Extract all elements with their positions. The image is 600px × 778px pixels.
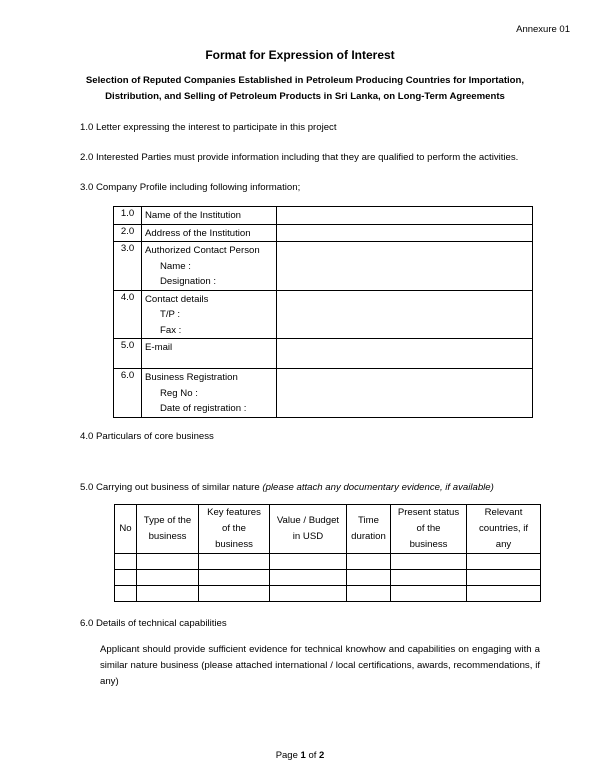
section-5-note: (please attach any documentary evidence, if available)	[262, 482, 494, 493]
row-label: Address of the Institution	[142, 224, 277, 242]
row-number: 6.0	[114, 369, 142, 418]
col-header-no: No	[115, 505, 137, 554]
current-page: 1	[300, 750, 306, 761]
company-profile-table	[113, 206, 533, 418]
similar-business-table	[114, 504, 541, 602]
section-1: 1.0 Letter expressing the interest to participate in this project	[80, 122, 337, 133]
table-row	[115, 554, 541, 570]
col-header-countries: Relevant countries, if any	[467, 505, 541, 554]
section-3: 3.0 Company Profile including following information;	[80, 182, 301, 193]
col-header-type: Type of the business	[137, 505, 199, 554]
row-number: 1.0	[114, 207, 142, 225]
sub-label-date: Date of registration :	[160, 403, 247, 414]
col-header-time: Time duration	[347, 505, 391, 554]
row-value-cell[interactable]	[277, 290, 533, 339]
subtitle-line-1: Selection of Reputed Companies Established in Petroleum Producing Countries for Importation,	[85, 75, 525, 86]
page-title: Format for Expression of Interest	[205, 48, 395, 62]
row-label: Authorized Contact Person Name : Designation :	[142, 242, 277, 291]
section-4: 4.0 Particulars of core business	[80, 431, 214, 442]
col-header-status: Present status of the business	[391, 505, 467, 554]
row-number: 2.0	[114, 224, 142, 242]
section-2: 2.0 Interested Parties must provide information including that they are qualified to perform the activities.	[80, 152, 519, 163]
row-label: Name of the Institution	[142, 207, 277, 225]
page-subtitle	[70, 73, 540, 105]
sub-label-name: Name :	[160, 260, 191, 272]
profile-row-registration	[114, 369, 533, 418]
row-value-cell[interactable]	[277, 207, 533, 225]
col-header-key-features: Key features of the business	[199, 505, 270, 554]
section-6: 6.0 Details of technical capabilities	[80, 618, 227, 629]
col-header-value: Value / Budget in USD	[270, 505, 347, 554]
profile-row-contact-person	[114, 242, 533, 291]
page-footer: Page 1 of 2	[275, 750, 325, 761]
row-number: 4.0	[114, 290, 142, 339]
annexure-label: Annexure 01	[516, 24, 570, 35]
row-number: 5.0	[114, 339, 142, 369]
table-header-row	[115, 505, 541, 554]
row-label: E-mail	[142, 339, 277, 369]
subtitle-line-2: Distribution, and Selling of Petroleum Products in Sri Lanka, on Long-Term Agreements	[105, 91, 505, 102]
section-5-label: 5.0 Carrying out business of similar nature	[80, 482, 260, 493]
technical-paragraph: Applicant should provide sufficient evidence for technical knowhow and capabilities on engaging with a similar nature business (please attached international / local certifications, awards, recommendations, if any)	[100, 644, 540, 687]
sub-label-tp: T/P :	[160, 309, 181, 320]
total-pages: 2	[319, 750, 325, 761]
row-value-cell[interactable]	[277, 369, 533, 418]
profile-row-name	[114, 207, 533, 225]
profile-row-contact-details	[114, 290, 533, 339]
row-number: 3.0	[114, 242, 142, 291]
section-5	[80, 482, 494, 493]
profile-row-email	[114, 339, 533, 369]
sub-label-designation: Designation :	[160, 276, 216, 287]
row-value-cell[interactable]	[277, 224, 533, 242]
profile-row-address	[114, 224, 533, 242]
row-value-cell[interactable]	[277, 339, 533, 369]
table-row	[115, 586, 541, 602]
row-label: Contact details T/P : Fax :	[142, 290, 277, 339]
row-value-cell[interactable]	[277, 242, 533, 291]
sub-label-reg-no: Reg No :	[160, 387, 198, 399]
table-row	[115, 570, 541, 586]
row-label: Business Registration Reg No : Date of registration :	[142, 369, 277, 418]
sub-label-fax: Fax :	[160, 324, 182, 336]
